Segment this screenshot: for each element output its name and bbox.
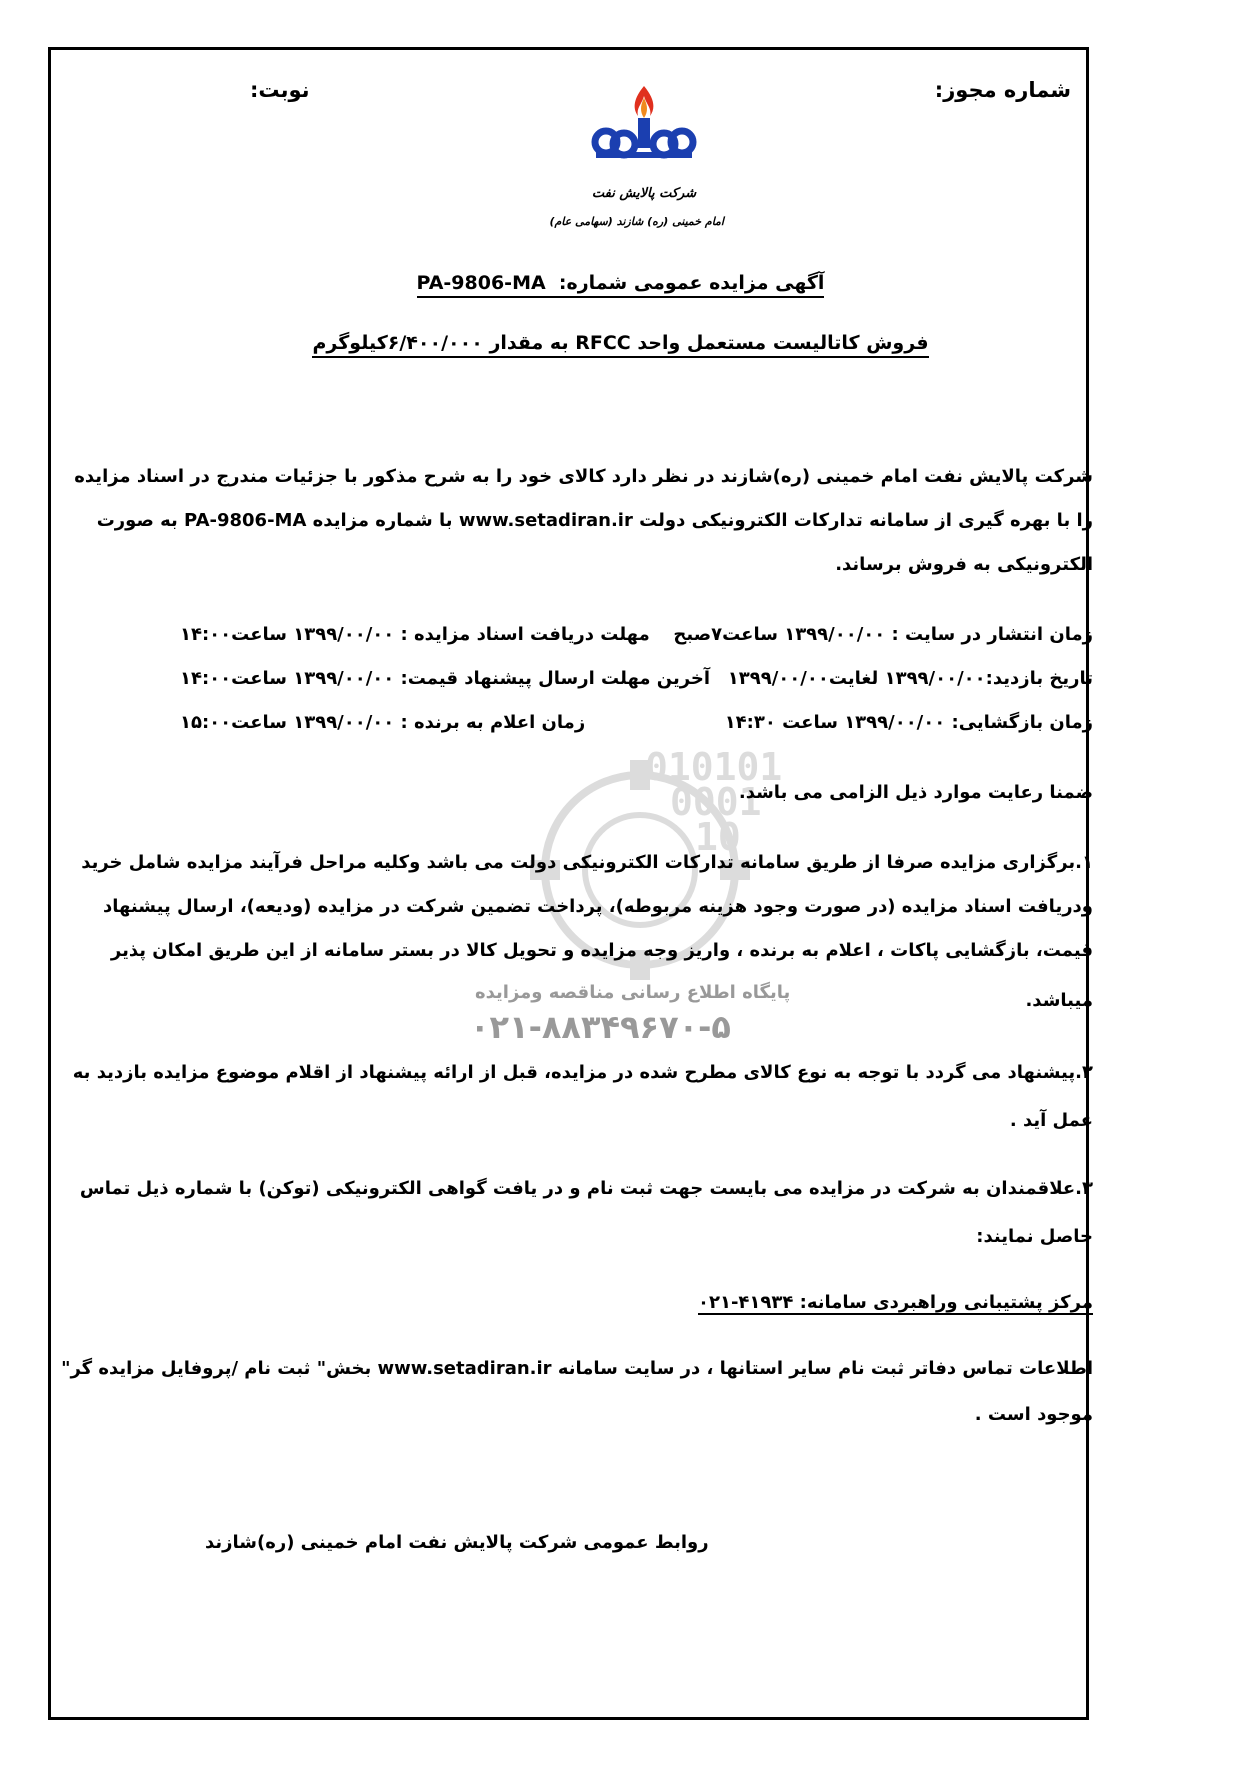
notice-subject — [0, 332, 1241, 354]
svg-text:0001: 0001 — [670, 780, 762, 824]
contact-line-2: موجود است . — [974, 1404, 1093, 1425]
publish-date: زمان انتشار در سایت : ۱۳۹۹/۰۰/۰۰ ساعت۷صبح — [673, 624, 1093, 645]
document-deadline: مهلت دریافت اسناد مزایده : ۱۳۹۹/۰۰/۰۰ ساعت۱۴:۰۰ — [180, 624, 650, 645]
signature: روابط عمومی شرکت پالایش نفت امام خمینی (ره)شازند — [205, 1532, 709, 1553]
item2-line-1: ۲.پیشنهاد می گردد با توجه به نوع کالای مطرح شده در مزایده، قبل از ارائه پیشنهاد از اقلام موضوع مزایده بازدید به — [72, 1062, 1093, 1083]
item2-line-2: عمل آید . — [1009, 1110, 1093, 1131]
intro-line-3: الکترونیکی به فروش برساند. — [835, 554, 1093, 575]
refinery-emblem-icon — [584, 82, 704, 182]
item1-line-3: قیمت، بازگشایی پاکات ، اعلام به برنده ، واریز وجه مزایده و تحویل کالا در بستر سامانه از این طریق امکان پذیر — [110, 940, 1093, 961]
watermark-phone-text: ۰۲۱-۸۸۳۴۹۶۷۰-۵ — [470, 1008, 731, 1046]
item1-line-1: ۱.برگزاری مزایده صرفا از طریق سامانه تدارکات الکترونیکی دولت می باشد وکلیه مراحل فرآیند مزایده شامل خرید — [81, 852, 1093, 873]
logo-company-name: شرکت پالایش نفت — [591, 186, 697, 201]
company-logo — [549, 82, 724, 242]
opening-date: زمان بازگشایی: ۱۳۹۹/۰۰/۰۰ ساعت ۱۴:۳۰ — [724, 712, 1093, 733]
svg-text:10: 10 — [695, 815, 741, 859]
notice-label: آگهی مزایده عمومی شماره: — [559, 272, 825, 298]
permit-number-label: شماره مجوز: — [934, 78, 1071, 102]
svg-text:010101: 010101 — [645, 745, 783, 789]
item3-line-1: ۳.علاقمندان به شرکت در مزایده می بایست جهت ثبت نام و در یافت گواهی الکترونیکی (توکن) با شماره ذیل تماس — [79, 1178, 1093, 1199]
notes-intro: ضمنا رعایت موارد ذیل الزامی می باشد. — [738, 782, 1093, 803]
turn-label: نوبت: — [250, 78, 310, 102]
intro-line-1: شرکت پالایش نفت امام خمینی (ره)شازند در نظر دارد کالای خود را به شرح مذکور با جزئیات مندرج در اسناد مزایده — [74, 466, 1093, 487]
intro-line-2: را با بهره گیری از سامانه تدارکات الکترونیکی دولت www.setadiran.ir با شماره مزایده PA-9806-MA به صورت — [96, 510, 1093, 531]
notice-title — [0, 272, 1241, 294]
notice-number: PA-9806-MA — [416, 272, 546, 294]
watermark-portal-text: پایگاه اطلاع رسانی مناقصه ومزایده — [475, 982, 791, 1003]
offer-deadline: آخرین مهلت ارسال پیشنهاد قیمت: ۱۳۹۹/۰۰/۰۰ ساعت۱۴:۰۰ — [180, 668, 711, 689]
support-center-text: مرکز پشتیبانی وراهبردی سامانه: ۴۱۹۳۴-۰۲۱ — [697, 1292, 1093, 1313]
item1-line-4: میباشد. — [1025, 990, 1093, 1011]
contact-line-1: اطلاعات تماس دفاتر ثبت نام سایر استانها ، در سایت سامانه www.setadiran.ir بخش" ثبت نام /پروفایل مزایده گر" — [61, 1358, 1093, 1379]
item3-line-2: حاصل نمایند: — [976, 1226, 1093, 1247]
winner-announcement-date: زمان اعلام به برنده : ۱۳۹۹/۰۰/۰۰ ساعت۱۵:۰۰ — [180, 712, 586, 733]
item1-line-2: ودریافت اسناد مزایده (در صورت وجود هزینه مربوطه)، پرداخت تضمین شرکت در مزایده (ودیعه)، ارسال پیشنهاد — [103, 896, 1093, 917]
notice-subject-text: فروش کاتالیست مستعمل واحد RFCC به مقدار ۶/۴۰۰/۰۰۰کیلوگرم — [312, 332, 928, 358]
support-center — [698, 1292, 1093, 1313]
visit-date: تاریخ بازدید:۱۳۹۹/۰۰/۰۰ لغایت۱۳۹۹/۰۰/۰۰ — [727, 668, 1093, 689]
logo-company-sub: امام خمینی (ره) شازند (سهامی عام) — [549, 215, 724, 228]
